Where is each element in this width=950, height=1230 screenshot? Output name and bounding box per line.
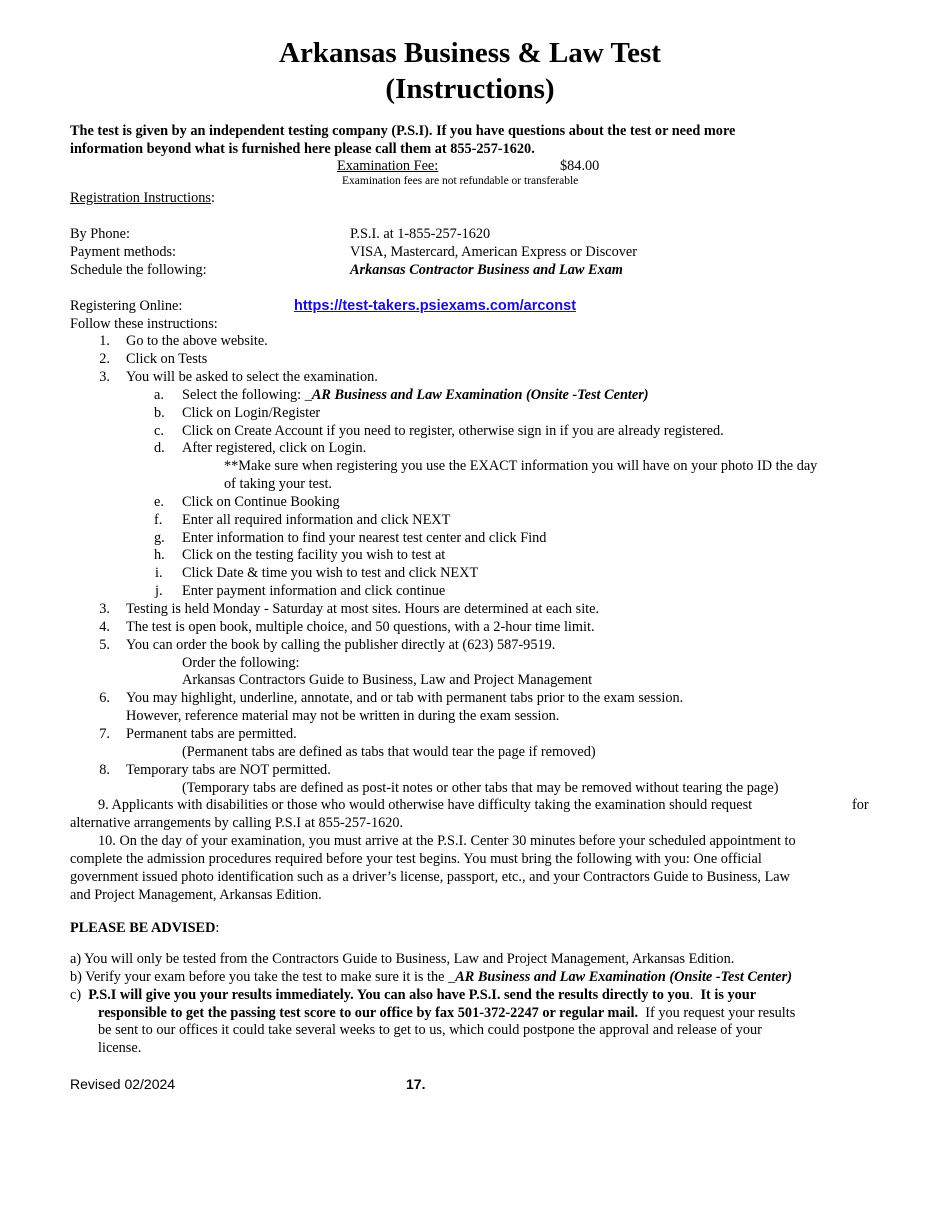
fee-amount: $84.00 xyxy=(560,158,600,174)
step-text: Permanent tabs are permitted. xyxy=(126,726,297,742)
step-text: You will be asked to select the examination. xyxy=(126,369,378,385)
substep-letter: e. xyxy=(154,494,164,510)
step-number: 6. xyxy=(99,690,110,706)
schedule-label: Schedule the following: xyxy=(70,262,207,278)
step-number: 2. xyxy=(99,351,110,367)
online-label: Registering Online: xyxy=(70,298,183,314)
step-10-line-1: 10. On the day of your examination, you must arrive at the P.S.I. Center 30 minutes before your scheduled appointment to xyxy=(98,833,796,849)
step-9-line-1: 9. Applicants with disabilities or those who would otherwise have difficulty taking the examination should request xyxy=(98,797,753,813)
registration-heading: Registration Instructions: xyxy=(70,190,215,206)
substep-text: Click on Create Account if you need to register, otherwise sign in if you are already registered. xyxy=(182,423,724,439)
step-subtext: (Temporary tabs are defined as post-it notes or other tabs that may be removed without tearing the page) xyxy=(182,780,779,796)
step-subtext: Order the following: xyxy=(182,655,300,671)
step-text: Go to the above website. xyxy=(126,333,268,349)
substep-text: Click on the testing facility you wish to test at xyxy=(182,547,446,563)
advised-item-c-line-2: responsible to get the passing test score to our office by fax 501-372-2247 or regular mail. If you request your results xyxy=(98,1005,796,1021)
substep-text: Click on Continue Booking xyxy=(182,494,340,510)
advised-item-a: a) You will only be tested from the Contractors Guide to Business, Law and Project Management, Arkansas Edition. xyxy=(70,951,735,967)
advised-item-b: b) Verify your exam before you take the test to make sure it is the _AR Business and Law Examination (Onsite -Test Center) xyxy=(70,969,792,985)
step-text: Temporary tabs are NOT permitted. xyxy=(126,762,331,778)
registration-link[interactable]: https://test-takers.psiexams.com/arconst xyxy=(294,298,577,314)
step-9-line-2: alternative arrangements by calling P.S.I at 855-257-1620. xyxy=(70,815,404,831)
fee-note: Examination fees are not refundable or transferable xyxy=(342,175,579,187)
advised-item-c: c) P.S.I will give you your results immediately. You can also have P.S.I. send the results directly to you. It is your xyxy=(70,987,757,1003)
schedule-value: Arkansas Contractor Business and Law Exam xyxy=(350,262,623,278)
step-text: You may highlight, underline, annotate, and or tab with permanent tabs prior to the exam session. xyxy=(126,690,684,706)
step-text: Testing is held Monday - Saturday at most sites. Hours are determined at each site. xyxy=(126,601,600,617)
step-10-line-2: complete the admission procedures required before your test begins. You must bring the following with you: One official xyxy=(70,851,762,867)
payment-value: VISA, Mastercard, American Express or Discover xyxy=(350,244,638,260)
substep-text: Enter all required information and click NEXT xyxy=(182,512,451,528)
substep-text: Click Date & time you wish to test and click NEXT xyxy=(182,565,479,581)
substep-text: Select the following: _AR Business and Law Examination (Onsite -Test Center) xyxy=(182,387,649,403)
step-9-for: for xyxy=(852,797,869,813)
substep-letter: g. xyxy=(154,530,165,546)
advised-item-c-line-3: be sent to our offices it could take several weeks to get to us, which could postpone the approval and release of your xyxy=(98,1022,762,1038)
book-title: Arkansas Contractors Guide to Business, Law and Project Management xyxy=(182,672,593,688)
step-number: 5. xyxy=(99,637,110,653)
follow-instructions: Follow these instructions: xyxy=(70,316,218,332)
step-number: 7. xyxy=(99,726,110,742)
step-number: 1. xyxy=(99,333,110,349)
step-subtext: (Permanent tabs are defined as tabs that would tear the page if removed) xyxy=(182,744,596,760)
fee-label: Examination Fee: xyxy=(337,158,439,174)
intro-line-2: information beyond what is furnished here please call them at 855-257-1620. xyxy=(70,141,535,157)
advised-item-c-line-4: license. xyxy=(98,1040,142,1056)
revised-date: Revised 02/2024 xyxy=(70,1076,176,1092)
page-number: 17. xyxy=(406,1076,426,1092)
step-text: However, reference material may not be written in during the exam session. xyxy=(126,708,560,724)
substep-letter: j. xyxy=(155,583,163,599)
page-title: Arkansas Business & Law Test xyxy=(279,37,661,69)
step-number: 3. xyxy=(99,601,110,617)
phone-label: By Phone: xyxy=(70,226,130,242)
step-10-line-3: government issued photo identification such as a driver’s license, passport, etc., and your Contractors Guide to Business, Law xyxy=(70,869,790,885)
step-text: The test is open book, multiple choice, and 50 questions, with a 2-hour time limit. xyxy=(126,619,595,635)
step-number: 4. xyxy=(99,619,110,635)
payment-label: Payment methods: xyxy=(70,244,177,260)
substep-letter: i. xyxy=(155,565,163,581)
step-number: 8. xyxy=(99,762,110,778)
step-text: You can order the book by calling the publisher directly at (623) 587-9519. xyxy=(126,637,556,653)
substep-letter: f. xyxy=(154,512,163,528)
substep-text: Click on Login/Register xyxy=(182,405,321,421)
intro-line-1: The test is given by an independent testing company (P.S.I). If you have questions about the test or need more xyxy=(70,123,736,139)
phone-value: P.S.I. at 1-855-257-1620 xyxy=(350,226,491,242)
substep-letter: b. xyxy=(154,405,165,421)
advised-heading: PLEASE BE ADVISED: xyxy=(70,920,220,936)
substep-note: **Make sure when registering you use the EXACT information you will have on your photo ID the day xyxy=(224,458,818,474)
substep-letter: h. xyxy=(154,547,165,563)
substep-letter: a. xyxy=(154,387,164,403)
step-number: 3. xyxy=(99,369,110,385)
substep-text: Enter information to find your nearest test center and click Find xyxy=(182,530,547,546)
substep-letter: c. xyxy=(154,423,164,439)
substep-note: of taking your test. xyxy=(224,476,333,492)
substep-letter: d. xyxy=(154,440,165,456)
step-10-line-4: and Project Management, Arkansas Edition. xyxy=(70,887,322,903)
step-text: Click on Tests xyxy=(126,351,208,367)
substep-text: After registered, click on Login. xyxy=(182,440,367,456)
substep-text: Enter payment information and click continue xyxy=(182,583,446,599)
page-subtitle: (Instructions) xyxy=(385,73,555,105)
